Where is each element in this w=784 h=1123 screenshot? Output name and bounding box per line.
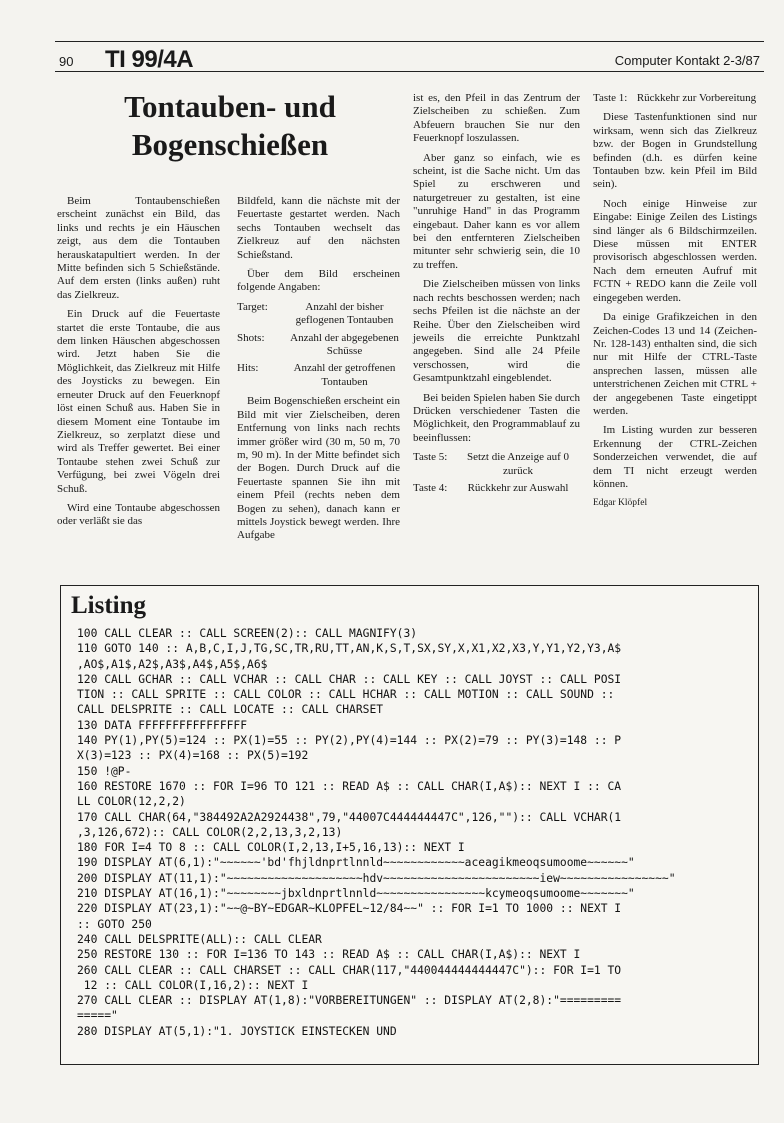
code-line: :: GOTO 250: [77, 917, 152, 931]
key-definitions-cont: [593, 92, 757, 105]
definition-row: [237, 362, 400, 389]
code-line: 270 CALL CLEAR :: DISPLAY AT(1,8):"VORBEREITUNGEN" :: DISPLAY AT(2,8):"=========: [77, 994, 622, 1008]
code-line: 190 DISPLAY AT(6,1):"~~~~~~'bd'fhjldnprtlnnld~~~~~~~~~~~~aceagikmeoqsumoome~~~~~~": [77, 856, 635, 870]
code-line: LL COLOR(12,2,2): [77, 795, 186, 809]
definition-term: Shots:: [237, 331, 265, 344]
code-line: 12 :: CALL COLOR(I,16,2):: NEXT I: [77, 978, 309, 992]
code-line: TION :: CALL SPRITE :: CALL COLOR :: CALL HCHAR :: CALL MOTION :: CALL SOUND ::: [77, 688, 615, 702]
author-name: Edgar Klöpfel: [593, 498, 648, 509]
code-line: CALL DELSPRITE :: CALL LOCATE :: CALL CHARSET: [77, 703, 384, 717]
paragraph: ist es, den Pfeil in das Zentrum der Zielscheiben zu schießen. Zum Abfeuern brauchen Sie nur den Feuerknopf loszulassen.: [413, 92, 580, 145]
paragraph: Wird eine Tontaube abgeschossen oder verläßt sie das: [57, 501, 220, 528]
paragraph: Bei beiden Spielen haben Sie durch Drücken verschiedener Tasten die Möglichkeit, den Programmablauf zu beeinflussen:: [413, 391, 580, 444]
code-line: 200 DISPLAY AT(11,1):"~~~~~~~~~~~~~~~~~~~~hdv~~~~~~~~~~~~~~~~~~~~~~~iew~~~~~~~~~~~~~~~~": [77, 871, 676, 885]
magazine-name: Computer Kontakt 2-3/87: [614, 53, 760, 68]
paragraph: Da einige Grafikzeichen in den Zeichen-Codes 13 und 14 (Zeichen-Nr. 128-143) enthalten sind, die sich nur mit Hilfe der CTRL-Taste ansprechen lassen, müssen alle unterstrichenen Zeichen mit CTRL + der angegebenen Taste eingetippt werden.: [593, 311, 757, 417]
definition-term: Taste 5:: [413, 451, 448, 464]
article-column-3: [413, 92, 580, 501]
paragraph: Im Listing wurden zur besseren Erkennung der CTRL-Zeichen Sonderzeichen verwendet, die auf dem TI nicht erzeugt werden können.: [593, 424, 757, 490]
article-title-line2: Bogenschießen: [131, 127, 329, 162]
definition-row: [237, 301, 400, 328]
definition-desc: Rückkehr zur Auswahl: [467, 481, 569, 494]
code-line: 100 CALL CLEAR :: CALL SCREEN(2):: CALL MAGNIFY(3): [77, 627, 418, 640]
paragraph: Diese Tastenfunktionen sind nur wirksam, wenn sich das Zielkreuz bzw. der Bogen in Grundstellung befinden (d.h. es dürfen keine Tontauben bzw. kein Pfeil im Bild sein).: [593, 111, 757, 191]
code-line: 160 RESTORE 1670 :: FOR I=96 TO 121 :: READ A$ :: CALL CHAR(I,A$):: NEXT I :: CA: [77, 779, 622, 793]
article-title-line1: Tontauben- und: [124, 89, 336, 124]
definition-desc: Anzahl der bisher geflogenen Tontauben: [295, 300, 394, 327]
section-title: TI 99/4A: [105, 46, 194, 73]
paragraph: Beim Tontaubenschießen erscheint zunächst ein Bild, das links und rechts je ein Häuschen zeigt, aus dem die Tontauben herauskatapultiert werden. In der Mitte befinden sich 5 Schießstände. Auf dem ersten (links außen) ruht das Zielkreuz.: [57, 195, 220, 301]
code-line: ,3,126,672):: CALL COLOR(2,2,13,3,2,13): [77, 825, 343, 839]
code-line: 170 CALL CHAR(64,"384492A2A2924438",79,"44007C444444447C",126,""):: CALL VCHAR(1: [77, 810, 622, 824]
listing-box: [60, 585, 759, 1065]
paragraph: Noch einige Hinweise zur Eingabe: Einige Zeilen des Listings sind länger als 6 Bildschirmzeilen. Diese müssen mit ENTER provisorisch abgeschlossen werden. Nach dem erneuten Aufruf mit FCTN + REDO kann die Zeile voll eingegeben werden.: [593, 197, 757, 304]
definition-desc: Anzahl der getroffenen Tontauben: [293, 362, 396, 388]
definition-row: [593, 92, 757, 105]
code-line: 210 DISPLAY AT(16,1):"~~~~~~~~jbxldnprtlnnld~~~~~~~~~~~~~~~~kcymeoqsumoome~~~~~~~": [77, 887, 635, 901]
article-title: [105, 88, 355, 164]
definition-term: Taste 4:: [413, 481, 448, 494]
header-rule-bottom: [55, 71, 764, 72]
paragraph: Ein Druck auf die Feuertaste startet die erste Tontaube, die aus dem linken Häuschen abgeschossen wird. Jetzt haben Sie die Möglichkeit, das Zielkreuz mit Hilfe des Joysticks zu bewegen. Ein erneuter Druck auf den Feuerknopf löst einen Schuß aus. Haben Sie in diesem Moment eine Tontaube im Zielkreuz, so zerplatzt diese und wird als Treffer gewertet. Bei einer Tontaube stehen zwei Schuß zur Verfügung, bei zwei Vögeln drei Schuß.: [57, 308, 220, 495]
definition-row: [237, 332, 400, 359]
paragraph: Die Zielscheiben müssen von links nach rechts beschossen werden; nach sechs Pfeilen ist die nächste an der Reihe. Über den Zielscheiben wird jeweils die erreichte Punktzahl angegeben. Sind alle 24 Pfeile verschossen, wird die Gesamtpunktzahl eingeblendet.: [413, 278, 580, 385]
code-line: 220 DISPLAY AT(23,1):"~~@~BY~EDGAR~KLOPFEL~12/84~~" :: FOR I=1 TO 1000 :: NEXT I: [77, 902, 622, 916]
stats-definitions: [237, 301, 400, 389]
code-line: 140 PY(1),PY(5)=124 :: PX(1)=55 :: PY(2),PY(4)=144 :: PX(2)=79 :: PY(3)=148 :: P: [77, 734, 622, 748]
paragraph: Bildfeld, kann die nächste mit der Feuertaste gestartet werden. Nach sechs Tontauben wechselt das Zielkreuz auf den nächsten Schießstand.: [237, 195, 400, 261]
definition-desc: Anzahl der abgegebenen Schüsse: [290, 331, 399, 358]
paragraph: Aber ganz so einfach, wie es scheint, ist die Sache nicht. Um das Spiel zu erschweren und naturgetreuer zu gestalten, ist eine "unruhige Hand" in das Programm eingebaut. Daher kann es vor allem bei den entfernteren Zielscheiben mitunter sehr schwierig sein, die 10 zu treffen.: [413, 151, 580, 271]
definition-term: Hits:: [237, 362, 259, 375]
code-line: 110 GOTO 140 :: A,B,C,I,J,TG,SC,TR,RU,TT,AN,K,S,T,SX,SY,X,X1,X2,X3,Y,Y1,Y2,Y3,A$: [77, 642, 622, 656]
code-line: 130 DATA FFFFFFFFFFFFFFFF: [77, 718, 248, 732]
code-line: 260 CALL CLEAR :: CALL CHARSET :: CALL CHAR(117,"440044444444447C"):: FOR I=1 TO: [77, 963, 622, 977]
definition-term: Target:: [237, 300, 268, 313]
article-column-2: [237, 195, 400, 549]
code-line: =====": [77, 1009, 118, 1023]
definition-desc: Rückkehr zur Vorbereitung: [636, 92, 757, 104]
definition-row: [413, 451, 580, 478]
article-column-4: [593, 92, 757, 517]
paragraph: Über dem Bild erscheinen folgende Angaben:: [237, 268, 400, 294]
article-column-1: [57, 195, 220, 535]
code-line: 280 DISPLAY AT(5,1):"1. JOYSTICK EINSTECKEN UND: [77, 1024, 397, 1038]
code-line: 240 CALL DELSPRITE(ALL):: CALL CLEAR: [77, 932, 322, 946]
page-number: 90: [59, 54, 74, 69]
key-definitions: [413, 451, 580, 495]
code-line: ,AO$,A1$,A2$,A3$,A4$,A5$,A6$: [77, 657, 268, 671]
code-line: 180 FOR I=4 TO 8 :: CALL COLOR(I,2,13,I+5,16,13):: NEXT I: [77, 841, 465, 855]
code-line: 120 CALL GCHAR :: CALL VCHAR :: CALL CHAR :: CALL KEY :: CALL JOYST :: CALL POSI: [77, 672, 622, 686]
definition-row: [413, 482, 580, 495]
definition-term: Taste 1:: [593, 92, 628, 104]
code-line: X(3)=123 :: PX(4)=168 :: PX(5)=192: [77, 749, 309, 763]
code-line: 150 !@P-: [77, 764, 132, 778]
program-listing: [77, 626, 749, 1039]
paragraph: Beim Bogenschießen erscheint ein Bild mit vier Zielscheiben, deren Entfernung von links nach rechts immer größer wird (30 m, 50 m, 70 m, 90 m). In der Mitte befindet sich der Bogen. Durch Druck auf die Feuertaste spannen Sie ihn mit einem Pfeil (rechts neben dem Bogen zu sehen), danach kann er mittels Joystick bewegt werden. Ihre Aufgabe: [237, 395, 400, 542]
listing-title: Listing: [71, 592, 147, 619]
definition-desc: Setzt die Anzeige auf 0 zurück: [466, 451, 570, 477]
page-header: [55, 40, 764, 73]
code-line: 250 RESTORE 130 :: FOR I=136 TO 143 :: READ A$ :: CALL CHAR(I,A$):: NEXT I: [77, 948, 581, 962]
